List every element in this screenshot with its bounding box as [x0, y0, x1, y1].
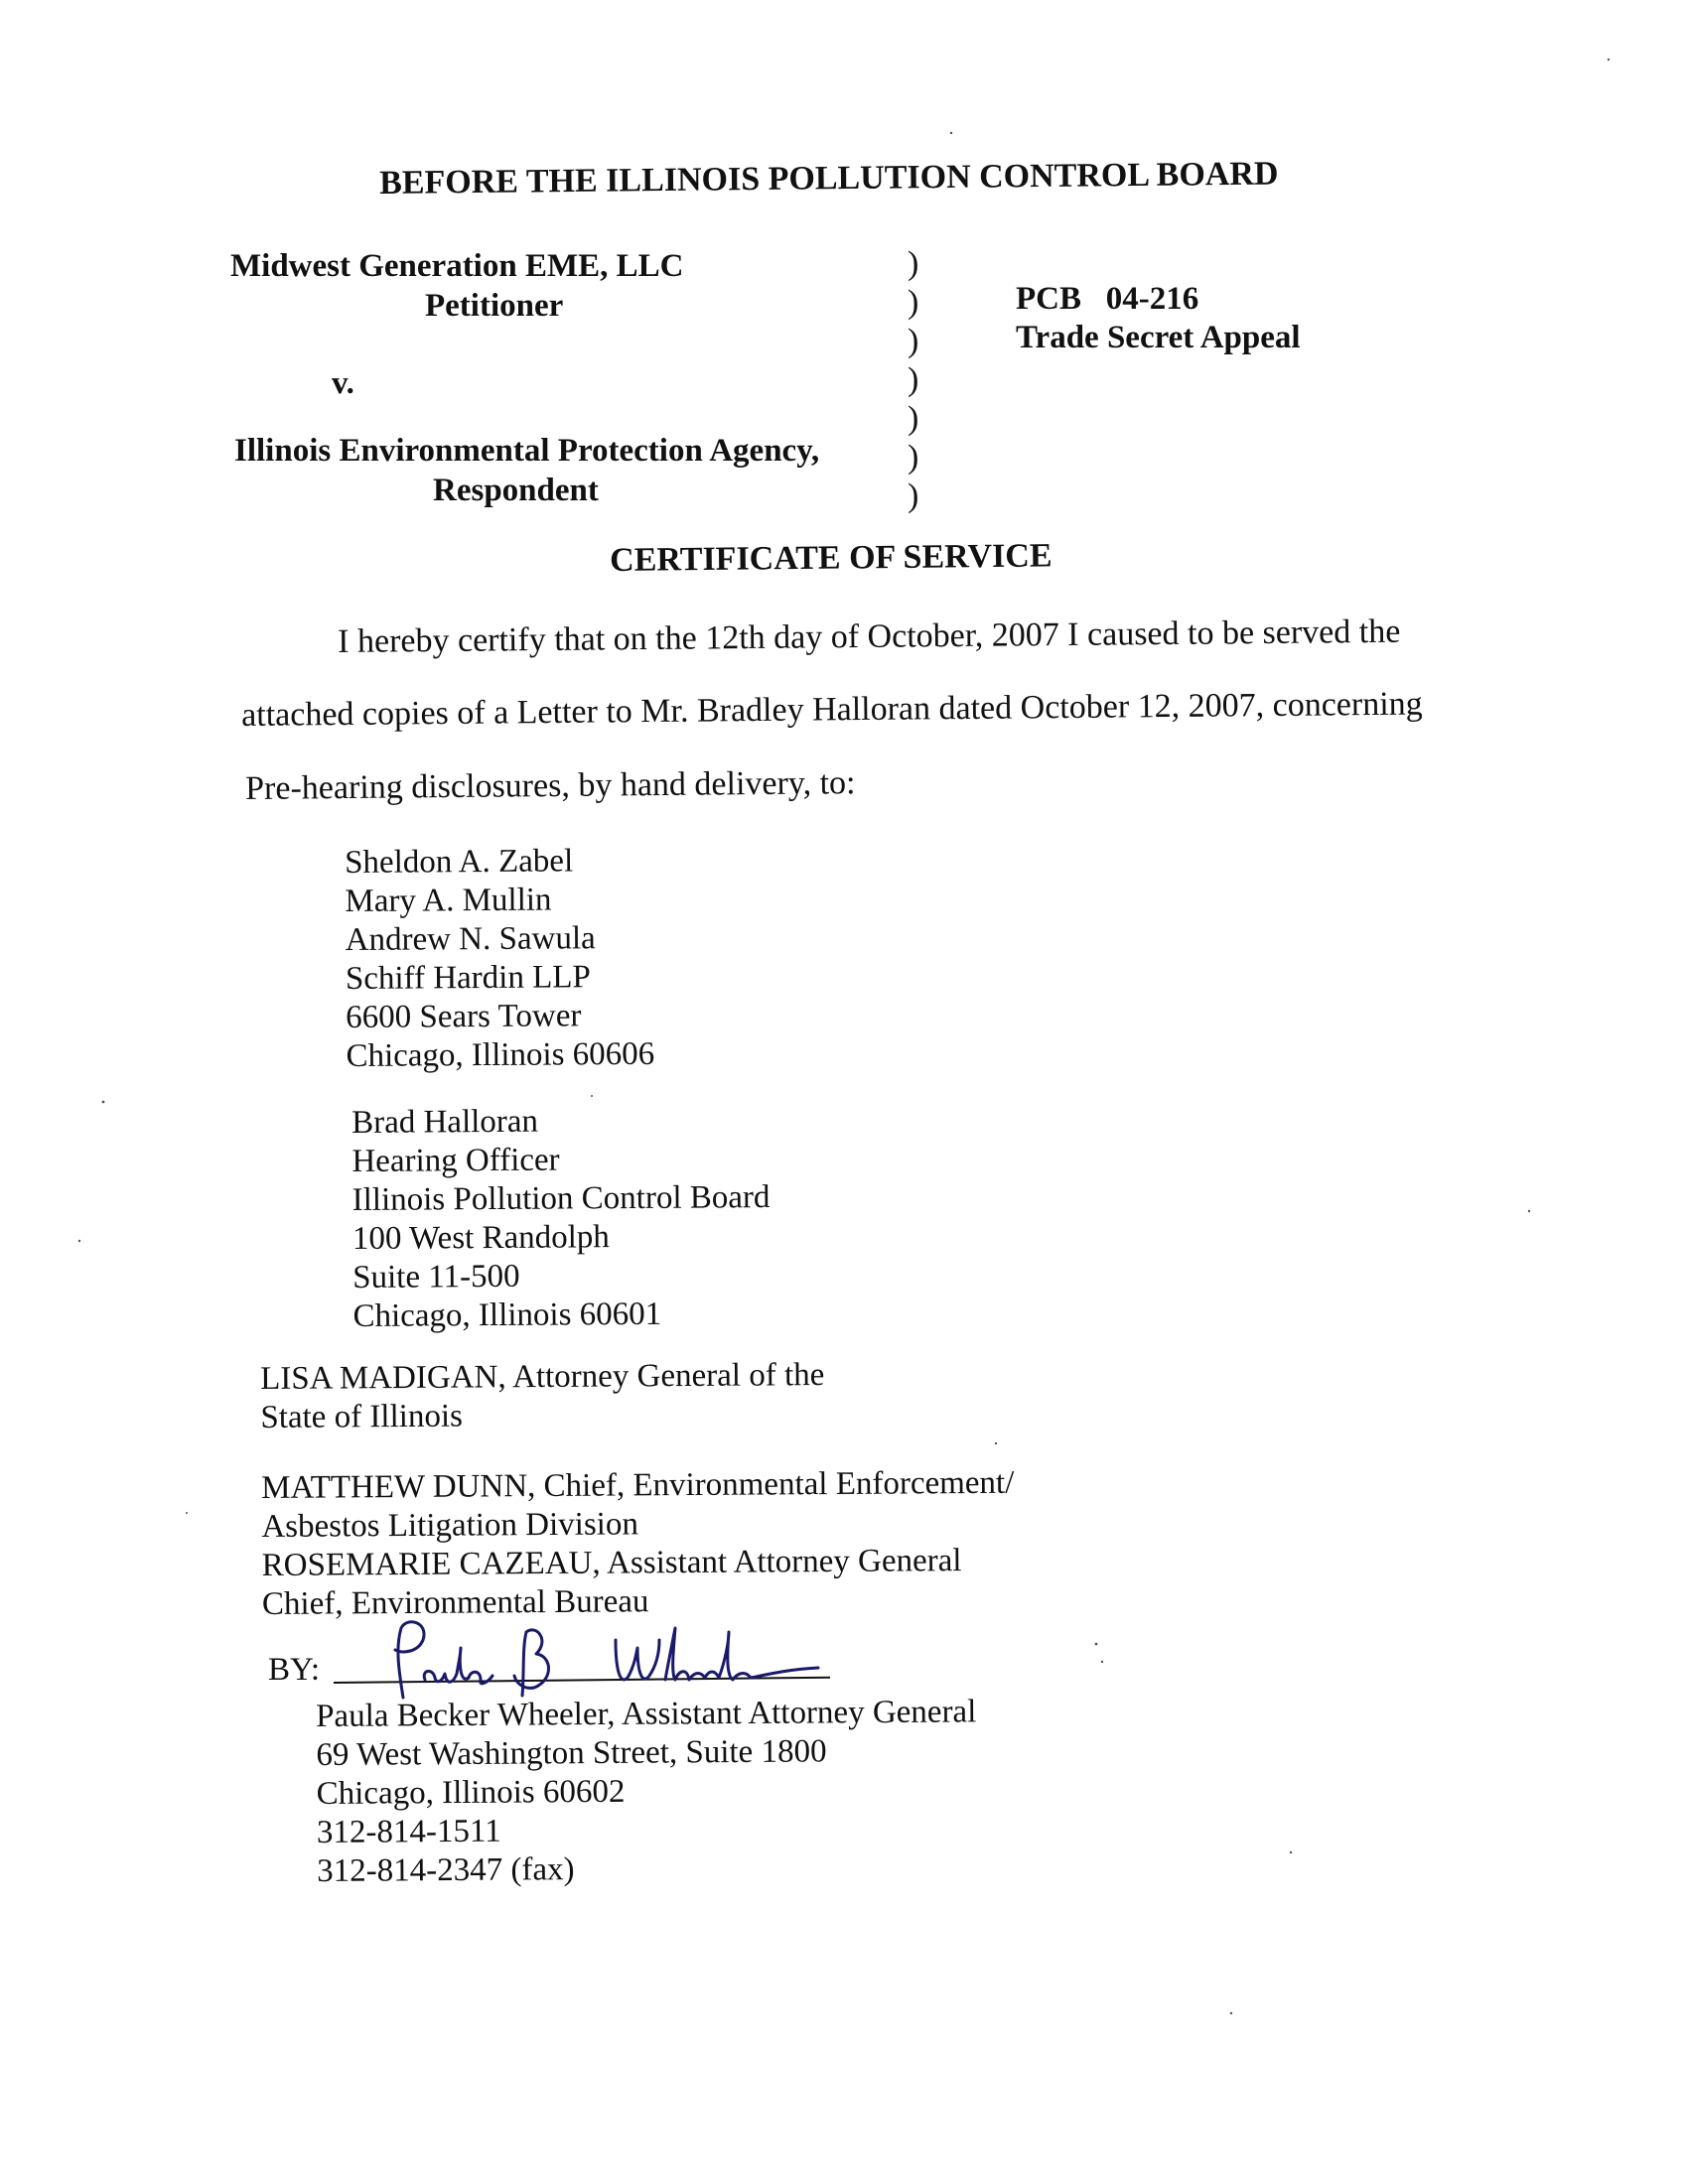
address-line: LISA MADIGAN, Attorney General of the	[260, 1357, 825, 1397]
address-line: Chicago, Illinois 60606	[346, 1035, 655, 1074]
petitioner-name: Midwest Generation EME, LLC	[230, 248, 684, 284]
certificate-heading: CERTIFICATE OF SERVICE	[610, 537, 1052, 579]
certificate-line-1: I hereby certify that on the 12th day of October, 2007 I caused to be served the	[338, 613, 1401, 660]
paren: )	[908, 245, 919, 282]
paren: )	[908, 439, 919, 476]
respondent-role: Respondent	[433, 473, 599, 508]
address-line: State of Illinois	[260, 1398, 464, 1435]
paren: )	[908, 361, 919, 398]
address-line: 6600 Sears Tower	[346, 998, 582, 1035]
certificate-line-3: Pre-hearing disclosures, by hand delivery, to:	[245, 764, 856, 807]
address-line: Illinois Pollution Control Board	[351, 1179, 771, 1218]
address-line: Hearing Officer	[351, 1142, 560, 1179]
paren: )	[908, 478, 919, 514]
board-title: BEFORE THE ILLINOIS POLLUTION CONTROL BOARD	[379, 155, 1279, 202]
address-line: Sheldon A. Zabel	[345, 843, 574, 881]
address-line: Chief, Environmental Bureau	[261, 1583, 649, 1622]
address-line: MATTHEW DUNN, Chief, Environmental Enforcement/	[261, 1464, 1015, 1506]
address-line: 100 West Randolph	[351, 1219, 610, 1257]
address-line: Brad Halloran	[351, 1103, 539, 1141]
petitioner-role: Petitioner	[425, 288, 564, 324]
versus-label: v.	[332, 365, 354, 401]
paren: )	[908, 323, 919, 359]
address-line: ROSEMARIE CAZEAU, Assistant Attorney General	[261, 1543, 962, 1583]
case-number: PCB 04-216	[1016, 281, 1199, 317]
address-line: Schiff Hardin LLP	[345, 959, 591, 997]
address-line: Suite 11-500	[352, 1258, 520, 1296]
signatory-line: Chicago, Illinois 60602	[316, 1773, 626, 1812]
address-line: Mary A. Mullin	[345, 882, 552, 919]
signatory-line: 69 West Washington Street, Suite 1800	[316, 1733, 827, 1773]
by-label: BY:	[268, 1652, 320, 1688]
signatory-line: 312-814-2347 (fax)	[317, 1851, 575, 1889]
address-line: Andrew N. Sawula	[345, 920, 596, 958]
case-type: Trade Secret Appeal	[1016, 320, 1301, 355]
signatory-line: 312-814-1511	[316, 1813, 501, 1850]
address-line: Chicago, Illinois 60601	[352, 1296, 662, 1334]
signatory-line: Paula Becker Wheeler, Assistant Attorney General	[316, 1694, 977, 1734]
certificate-line-2: attached copies of a Letter to Mr. Bradley Halloran dated October 12, 2007, concerning	[241, 685, 1423, 734]
address-line: Asbestos Litigation Division	[261, 1506, 639, 1545]
paren: )	[908, 400, 919, 437]
paren: )	[908, 284, 919, 321]
respondent-name: Illinois Environmental Protection Agency,	[234, 433, 820, 469]
